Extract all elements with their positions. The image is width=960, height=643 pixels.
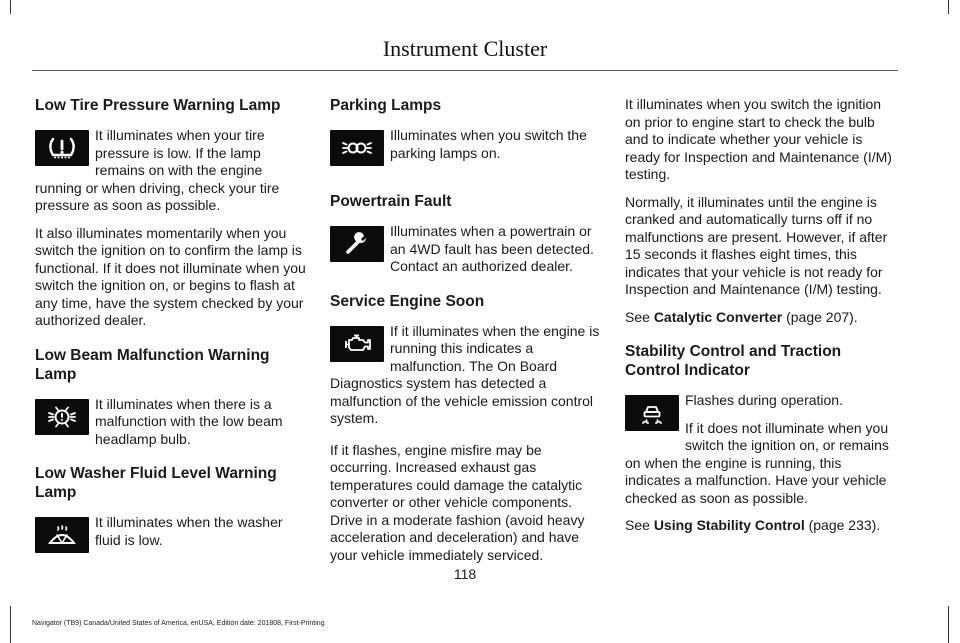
crop-mark-bottom-right	[948, 606, 949, 643]
paragraph: If it flashes, engine misfire may be occurring. Increased exhaust gas temperatures could damage the catalytic converter or other vehicle components. Drive in a moderate fashion (avoid heavy acceleration and deceleration) and have your vehicle immediately serviced.	[330, 441, 585, 563]
reference-link: Using Stability Control	[653, 517, 805, 533]
paragraph: It illuminates when you switch the ignition on prior to engine start to check the bulb and to indicate whether your vehicle is ready for Inspection and Maintenance (I/M) testing.	[625, 96, 892, 182]
paragraph: Illuminates when you switch the parking lamps on.	[390, 127, 587, 161]
heading-service-engine-soon: Service Engine Soon	[330, 292, 485, 310]
footer-edition-text: Navigator (TB9) Canada/United States of America, enUSA, Edition date: 201808, First-Printing	[32, 620, 325, 627]
see-reference-catalytic: See Catalytic Converter (page 207).	[625, 308, 858, 325]
paragraph: Illuminates when a powertrain or an 4WD fault has been detected. Contact an authorized dealer.	[390, 223, 594, 274]
engine-icon	[330, 326, 384, 362]
see-reference-stability: See Using Stability Control (page 233).	[625, 517, 881, 533]
paragraph: It also illuminates momentarily when you switch the ignition on to confirm the lamp is functional. If it does not illuminate when you switch the ignition on, or begins to flash at any time, have the system checked by your authorized dealer.	[35, 224, 306, 328]
crop-mark-top-right	[948, 0, 949, 14]
page-title: Instrument Cluster	[382, 36, 548, 61]
heading-low-beam-malfunction: Low Beam Malfunction Warning Lamp	[35, 346, 270, 383]
paragraph: Flashes during operation.	[685, 392, 843, 408]
washer-fluid-icon	[35, 517, 89, 553]
paragraph: If it illuminates when the engine is running this indicates a malfunction. The On Board Diagnostics system has detected a malfunction of the vehicle emission control system.	[330, 322, 600, 426]
paragraph: It illuminates when your tire pressure is low. If the lamp remains on with the engine running or when driving, check your tire pressure as soon as possible.	[35, 127, 280, 213]
column-right	[625, 96, 895, 545]
low-beam-fault-icon	[35, 399, 89, 435]
column-left	[35, 96, 306, 561]
title-divider	[32, 70, 898, 71]
wrench-icon	[330, 226, 384, 262]
paragraph: Normally, it illuminates until the engine is cranked and automatically turns off if no malfunctions are present. However, if after 15 seconds it flashes eight times, this indicates that your vehicle is not ready for Inspection and Maintenance (I/M) testing.	[625, 193, 888, 297]
tire-pressure-icon	[35, 130, 89, 166]
column-middle	[330, 96, 600, 574]
paragraph: It illuminates when the washer fluid is low.	[95, 514, 283, 548]
page-number: 118	[453, 566, 477, 582]
stability-control-icon	[625, 395, 679, 431]
heading-powertrain-fault: Powertrain Fault	[330, 193, 452, 210]
reference-link: Catalytic Converter	[653, 308, 783, 325]
crop-mark-top-left	[10, 0, 11, 14]
heading-low-tire-pressure: Low Tire Pressure Warning Lamp	[35, 97, 281, 114]
crop-mark-bottom-left	[10, 606, 11, 643]
heading-low-washer-fluid: Low Washer Fluid Level Warning Lamp	[35, 465, 277, 501]
heading-stability-control: Stability Control and Traction Control Indicator	[625, 343, 842, 379]
paragraph: It illuminates when there is a malfunction with the low beam headlamp bulb.	[95, 395, 283, 447]
heading-parking-lamps: Parking Lamps	[330, 97, 442, 114]
parking-lamps-icon	[330, 130, 384, 166]
paragraph: If it does not illuminate when you switch the ignition on, or remains on when the engine is running, this indicates a malfunction. Have your vehicle checked as soon as possible.	[625, 419, 889, 506]
